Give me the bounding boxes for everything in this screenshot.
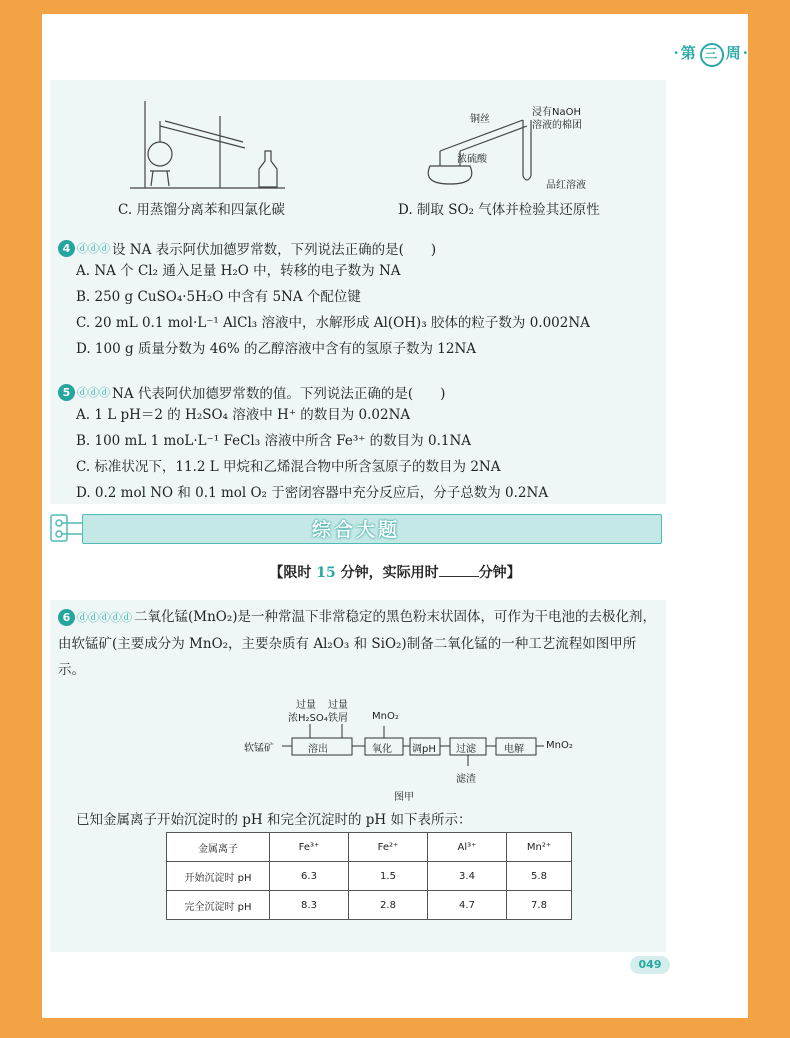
distillation-apparatus-figure: [125, 96, 295, 194]
q4-option-d: D. 100 g 质量分数为 46% 的乙醇溶液中含有的氢原子数为 12NA: [76, 341, 477, 357]
table-header-cell: Fe³⁺: [270, 833, 349, 862]
flow-step-filter: 过滤: [456, 744, 476, 755]
q5-number-badge: 5: [58, 384, 75, 401]
label-copper-wire: 铜丝: [470, 114, 490, 125]
flow-product: MnO₂: [546, 740, 573, 751]
flow-add1b: 浓H₂SO₄: [288, 713, 328, 724]
label-cotton: 溶液的棉团: [532, 120, 582, 131]
table-cell: 1.5: [349, 862, 428, 891]
table-cell: 7.8: [507, 891, 572, 920]
table-cell: 2.8: [349, 891, 428, 920]
week-prefix: ·第: [673, 44, 698, 62]
timer-blank: [439, 576, 479, 577]
q4-stem: 设 NA 表示阿伏加德罗常数，下列说法正确的是( ): [112, 242, 437, 258]
banner-title: 综合大题: [311, 519, 400, 541]
q5-option-a: A. 1 L pH＝2 的 H₂SO₄ 溶液中 H⁺ 的数目为 0.02NA: [76, 407, 411, 423]
page-number: 049: [630, 956, 670, 974]
table-header-cell: Fe²⁺: [349, 833, 428, 862]
flow-add3: MnO₂: [372, 711, 399, 722]
label-magenta: 品红溶液: [546, 180, 586, 191]
q6-difficulty-icon: ⓓⓓⓓⓓⓓ: [77, 611, 132, 624]
ph-table: [166, 832, 572, 920]
table-header-cell: Al³⁺: [428, 833, 507, 862]
flow-chart-lines: [240, 694, 580, 784]
question-5: [58, 382, 548, 506]
week-label: [674, 42, 750, 67]
timer-pre: 【限时: [269, 565, 317, 581]
table-cell: 8.3: [270, 891, 349, 920]
table-cell: 6.3: [270, 862, 349, 891]
label-conc-h2so4: 浓硫酸: [457, 154, 487, 165]
week-suffix: 周·: [725, 44, 750, 62]
flow-step-oxidize: 氧化: [372, 744, 392, 755]
flow-caption: 图甲: [394, 792, 414, 803]
q4-difficulty-icon: ⓓⓓⓓ: [77, 242, 110, 255]
table-header-cell: 金属离子: [167, 833, 270, 862]
timer-minutes: 15: [316, 565, 336, 581]
q4-option-a: A. NA 个 Cl₂ 通入足量 H₂O 中，转移的电子数为 NA: [76, 263, 401, 279]
flow-start: 软锰矿: [244, 743, 274, 754]
q6-known-text: 已知金属离子开始沉淀时的 pH 和完全沉淀时的 pH 如下表所示：: [76, 812, 472, 828]
table-cell: 4.7: [428, 891, 507, 920]
flow-step-electrolysis: 电解: [504, 744, 524, 755]
week-number: 三: [700, 43, 724, 67]
q5-option-c: C. 标准状况下，11.2 L 甲烷和乙烯混合物中所含氢原子的数目为 2NA: [76, 459, 501, 475]
table-row: [167, 891, 572, 920]
q3-option-c: C. 用蒸馏分离苯和四氯化碳: [118, 202, 285, 218]
flow-step-dissolve: 溶出: [308, 744, 328, 755]
q6-text: 二氧化锰(MnO₂)是一种常温下非常稳定的黑色粉末状固体，可作为干电池的去极化剂，由软锰矿(主要成分为 MnO₂，主要杂质有 Al₂O₃ 和 SiO₂)制备二氧化锰的一种工艺流程如图甲所示。: [58, 609, 657, 678]
q6-number-badge: 6: [58, 609, 75, 626]
q5-option-d: D. 0.2 mol NO 和 0.1 mol O₂ 于密闭容器中充分反应后，分子总数为 0.2NA: [76, 485, 549, 501]
q5-difficulty-icon: ⓓⓓⓓ: [77, 386, 110, 399]
q4-option-c: C. 20 mL 0.1 mol·L⁻¹ AlCl₃ 溶液中，水解形成 Al(OH)₃ 胶体的粒子数为 0.002NA: [76, 315, 590, 331]
flow-add2b: 铁屑: [328, 713, 348, 724]
timer-post: 分钟】: [478, 565, 521, 581]
section-banner: [50, 512, 662, 544]
q5-stem: NA 代表阿伏加德罗常数的值。下列说法正确的是( ): [112, 386, 446, 402]
label-naoh: 浸有NaOH: [532, 107, 581, 118]
table-cell: 开始沉淀时 pH: [167, 862, 270, 891]
q4-number-badge: 4: [58, 240, 75, 257]
time-limit: [0, 562, 790, 582]
table-cell: 完全沉淀时 pH: [167, 891, 270, 920]
table-cell: 3.4: [428, 862, 507, 891]
flow-residue: 滤渣: [456, 774, 476, 785]
flow-add2a: 过量: [328, 700, 348, 711]
timer-mid: 分钟，实际用时: [335, 565, 439, 581]
table-row: [167, 862, 572, 891]
table-header-row: [167, 833, 572, 862]
flow-add1a: 过量: [296, 700, 316, 711]
so2-apparatus-figure: [415, 96, 635, 194]
flow-step-ph: 调pH: [412, 744, 436, 755]
q3-option-d: D. 制取 SO₂ 气体并检验其还原性: [398, 202, 600, 218]
table-cell: 5.8: [507, 862, 572, 891]
q4-option-b: B. 250 g CuSO₄·5H₂O 中含有 5NA 个配位键: [76, 289, 361, 305]
table-header-cell: Mn²⁺: [507, 833, 572, 862]
question-6: [58, 604, 658, 683]
question-4: [58, 238, 590, 362]
q5-option-b: B. 100 mL 1 moL·L⁻¹ FeCl₃ 溶液中所含 Fe³⁺ 的数目为 0.1NA: [76, 433, 472, 449]
